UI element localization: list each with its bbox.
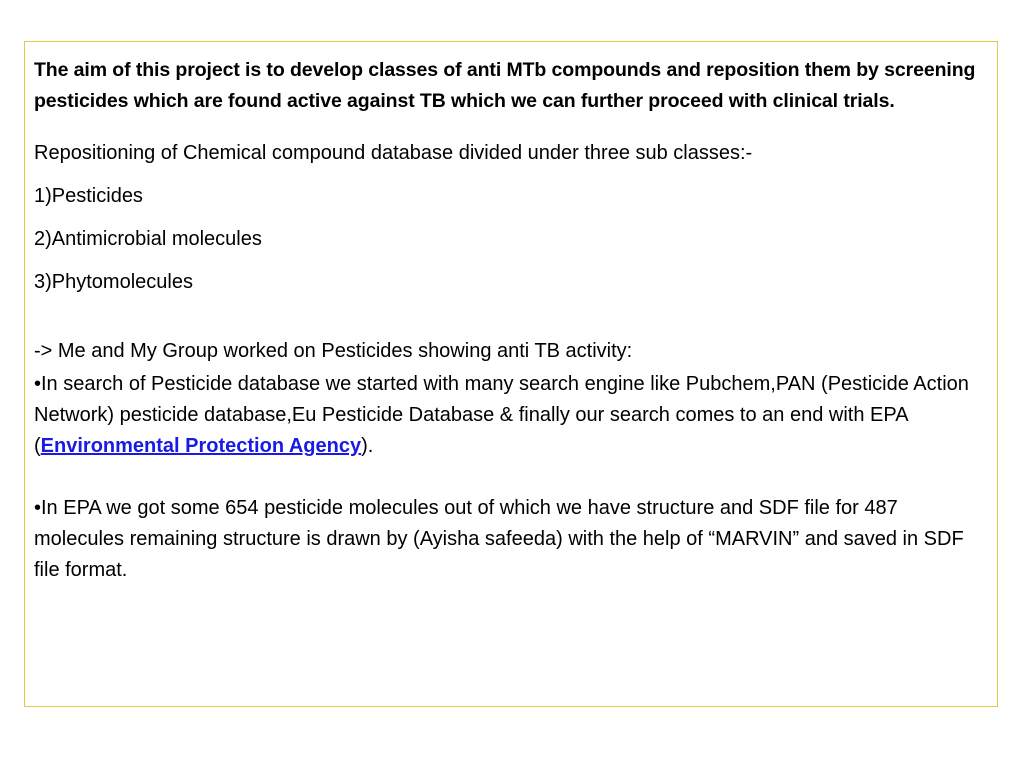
class-item-pesticides: 1)Pesticides [34,185,143,207]
slide-content [34,55,984,586]
bullet-search-paragraph [34,369,984,462]
class-item-phytomolecules: 3)Phytomolecules [34,271,193,293]
aim-paragraph: The aim of this project is to develop classes of anti MTb compounds and reposition them by screening pesticides which are found active against TB which we can further proceed with clinical trials. [34,59,976,112]
group-work-line: -> Me and My Group worked on Pesticides showing anti TB activity: [34,340,633,362]
bullet-search-text-end: ). [361,435,374,457]
bullet-search-text: •In search of Pesticide database we started with many search engine like Pubchem,PAN (Pesticide Action Network) pesticide database,Eu Pesticide Database & finally our search comes to an end with EPA ( [34,373,969,457]
class-item-antimicrobial: 2)Antimicrobial molecules [34,228,262,250]
bullet-epa-paragraph: •In EPA we got some 654 pesticide molecules out of which we have structure and SDF file for 487 molecules remaining structure is drawn by (Ayisha safeeda) with the help of “MARVIN” and saved in SDF file format. [34,497,964,581]
epa-link[interactable]: Environmental Protection Agency [40,435,362,457]
spacer [34,462,984,493]
spacer [34,310,984,336]
spacer [34,117,984,138]
intro-line: Repositioning of Chemical compound database divided under three sub classes:- [34,142,753,164]
